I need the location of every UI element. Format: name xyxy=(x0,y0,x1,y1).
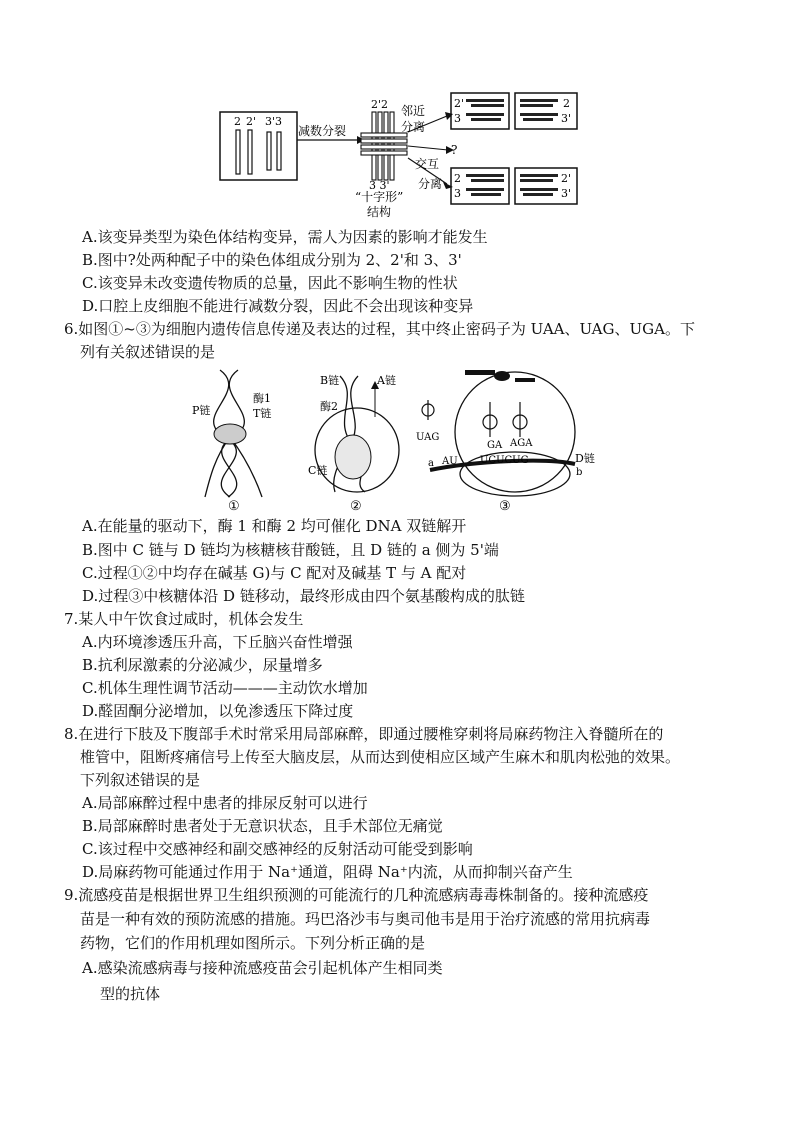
p3-a-end: a xyxy=(428,458,434,469)
q7-stem: 7.某人中午饮食过咸时，机体会发生 xyxy=(64,610,304,628)
q7-option-b: B.抗利尿激素的分泌减少，尿量增多 xyxy=(82,656,323,674)
middle-branch-1: 交互 xyxy=(415,157,440,171)
q7-option-a: A.内环境渗透压升高，下丘脑兴奋性增强 xyxy=(82,633,353,651)
box-d-top: 2' xyxy=(561,172,572,185)
box-b-top: 2 xyxy=(563,97,570,110)
p2-enzyme2: 酶2 xyxy=(320,400,338,413)
q9-stem-3: 药物，它们的作用机理如图所示。下列分析正确的是 xyxy=(80,934,426,952)
q7-option-c: C.机体生理性调节活动———主动饮水增加 xyxy=(82,679,368,697)
p1-number: ① xyxy=(228,499,240,514)
p3-ucucug: UCUCUG xyxy=(480,455,529,466)
p2-cchain: C链 xyxy=(308,464,328,477)
arrow1-label: 减数分裂 xyxy=(298,124,347,138)
p2-number: ② xyxy=(350,499,362,514)
q9-stem-2: 苗是一种有效的预防流感的措施。玛巴洛沙韦与奥司他韦是用于治疗流感的常用抗病毒 xyxy=(80,910,651,928)
middle-branch-q: ? xyxy=(451,143,458,157)
q8-option-a: A.局部麻醉过程中患者的排尿反射可以进行 xyxy=(82,794,368,812)
upper-branch-2: 分离 xyxy=(401,120,426,134)
q5-option-d: D.口腔上皮细胞不能进行减数分裂，因此不会出现该种变异 xyxy=(82,297,474,315)
p3-b-end: b xyxy=(576,467,583,478)
box-a-top: 2' xyxy=(454,97,465,110)
center-top-label: 2'2 xyxy=(371,98,389,111)
box-a-bot: 3 xyxy=(454,112,461,125)
left-label-2p: 2' xyxy=(246,115,257,128)
p1-pchain: P链 xyxy=(192,404,211,417)
p3-dchain: D链 xyxy=(575,452,595,465)
q5-option-b: B.图中?处两种配子中的染色体组成分别为 2、2'和 3、3' xyxy=(82,251,462,269)
q9-option-a-2: 型的抗体 xyxy=(100,985,161,1003)
q6-stem-1: 6.如图①~③为细胞内遗传信息传递及表达的过程，其中终止密码子为 UAA、UAG、UGA。下 xyxy=(64,320,695,338)
q5-option-a: A.该变异类型为染色体结构变异，需人为因素的影响才能发生 xyxy=(82,228,488,246)
box-d-bot: 3' xyxy=(561,187,572,200)
q6-option-c: C.过程①②中均存在碱基 G)与 C 配对及碱基 T 与 A 配对 xyxy=(82,564,467,582)
p2-bchain: B链 xyxy=(320,374,340,387)
p3-uag: UAG xyxy=(416,432,440,443)
q8-stem-1: 8.在进行下肢及下腹部手术时常采用局部麻醉，即通过腰椎穿刺将局麻药物注入脊髓所在的 xyxy=(64,725,664,743)
q6-option-a: A.在能量的驱动下，酶 1 和酶 2 均可催化 DNA 双链解开 xyxy=(82,517,467,535)
p1-tchain: T链 xyxy=(253,407,272,420)
box-c-top: 2 xyxy=(454,172,461,185)
left-label-33: 3'3 xyxy=(265,115,283,128)
gene-expression-diagram xyxy=(190,362,610,514)
p1-enzyme1: 酶1 xyxy=(253,392,271,405)
center-caption-1: “十字形” xyxy=(355,190,404,204)
q5-option-c: C.该变异未改变遗传物质的总量，因此不影响生物的性状 xyxy=(82,274,458,292)
box-c-bot: 3 xyxy=(454,187,461,200)
center-caption-2: 结构 xyxy=(367,205,392,219)
p3-number: ③ xyxy=(499,499,511,514)
q8-stem-2: 椎管中，阻断疼痛信号上传至大脑皮层，从而达到使相应区域产生麻木和肌肉松弛的效果。 xyxy=(80,748,681,766)
lower-branch: 分离 xyxy=(418,177,443,191)
p3-aga: AGA xyxy=(510,438,533,449)
q9-option-a-1: A.感染流感病毒与接种流感疫苗会引起机体产生相同类 xyxy=(82,959,443,977)
q8-option-b: B.局部麻醉时患者处于无意识状态，且手术部位无痛觉 xyxy=(82,817,443,835)
q9-stem-1: 9.流感疫苗是根据世界卫生组织预测的可能流行的几种流感病毒毒株制备的。接种流感疫 xyxy=(64,886,649,904)
q8-stem-3: 下列叙述错误的是 xyxy=(80,771,201,789)
q6-option-b: B.图中 C 链与 D 链均为核糖核苷酸链，且 D 链的 a 侧为 5'端 xyxy=(82,541,499,559)
box-b-bot: 3' xyxy=(561,112,572,125)
q6-option-d: D.过程③中核糖体沿 D 链移动，最终形成由四个氨基酸构成的肽链 xyxy=(82,587,525,605)
center-bottom-label: 3 3' xyxy=(369,179,390,192)
q8-option-d: D.局麻药物可能通过作用于 Na⁺通道，阻碍 Na⁺内流，从而抑制兴奋产生 xyxy=(82,863,573,881)
q6-stem-2: 列有关叙述错误的是 xyxy=(80,343,216,361)
p2-achain: A链 xyxy=(377,374,396,387)
upper-branch-1: 邻近 xyxy=(401,104,426,118)
p3-au: AU xyxy=(442,456,458,467)
chromosome-diagram xyxy=(215,88,585,220)
p3-ga: GA xyxy=(487,440,503,451)
q8-option-c: C.该过程中交感神经和副交感神经的反射活动可能受到影响 xyxy=(82,840,473,858)
q7-option-d: D.醛固酮分泌增加，以免渗透压下降过度 xyxy=(82,702,354,720)
left-label-2: 2 xyxy=(234,115,241,128)
